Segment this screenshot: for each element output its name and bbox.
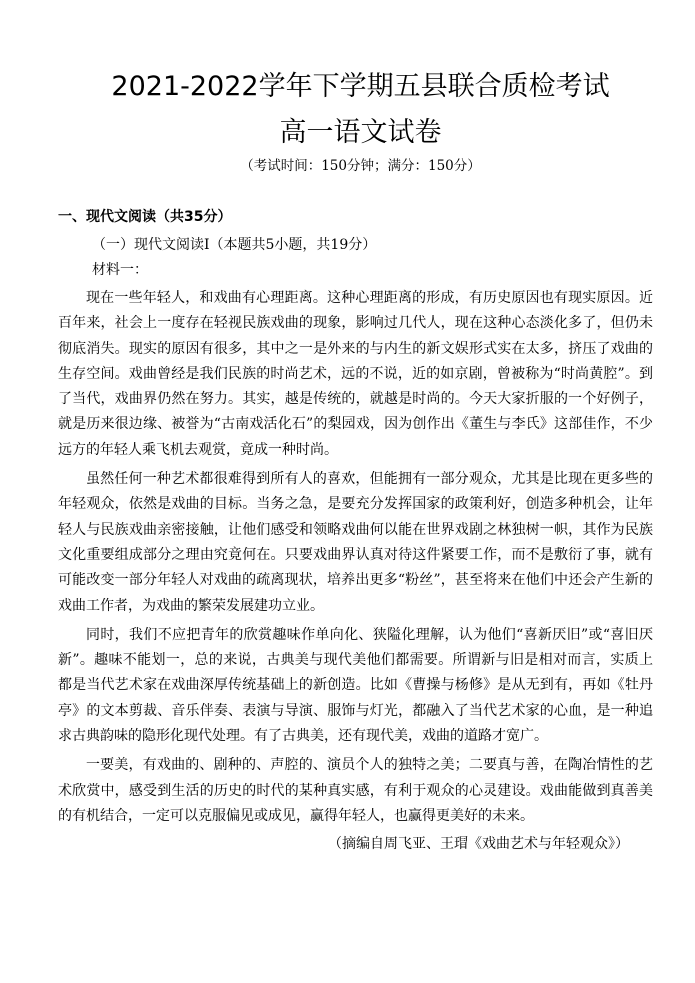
section-heading: 一、现代文阅读（共35分） (58, 209, 232, 225)
paragraph: 虽然任何一种艺术都很难得到所有人的喜欢，但能拥有一部分观众，尤其是比现在更多些的年轻观众，依然是戏曲的目标。当务之急，是要充分发挥国家的政策利好，创造多种机会，让年轻人与民族戏曲亲密接触，让他们感受和领略戏曲何以能在世界戏剧之林独树一帜，其作为民族文化重要组成部分之理由究竟何在。只要戏曲界认真对待这件紧要工作，而不是敷衍了事，就有可能改变一部分年轻人对戏曲的疏离现状，培养出更多“粉丝”，甚至将来在他们中还会产生新的戏曲工作者，为戏曲的繁荣发展建功立业。 (58, 471, 653, 614)
paragraph: 现在一些年轻人，和戏曲有心理距离。这种心理距离的形成，有历史原因也有现实原因。近百年来，社会上一度存在轻视民族戏曲的现象，影响过几代人，现在这种心态淡化多了，但仍未彻底消失。现实的原因有很多，其中之一是外来的与内生的新文娱形式实在太多，挤压了戏曲的生存空间。戏曲曾经是我们民族的时尚艺术，远的不说，近的如京剧，曾被称为“时尚黄腔”。到了当代，戏曲界仍然在努力。其实，越是传统的，就越是时尚的。今天大家折服的一个好例子，就是历来很边缘、被誉为“古南戏活化石”的梨园戏，因为创作出《董生与李氏》这部佳作，不少远方的年轻人乘飞机去观赏，竟成一种时尚。 (58, 290, 653, 458)
material-label: 材料一： (92, 262, 148, 278)
exam-meta: （考试时间：150分钟；满分：150分） (240, 158, 481, 174)
paragraph: 一要美，有戏曲的、剧种的、声腔的、演员个人的独特之美；二要真与善，在陶冶情性的艺术欣赏中，感受到生活的历史的时代的某种真实感，有利于观众的心灵建设。戏曲能做到真善美的有机结合，一定可以克服偏见或成见，赢得年轻人，也赢得更美好的未来。 (58, 757, 653, 824)
sub-heading: （一）现代文阅读Ⅰ（本题共5小题，共19分） (92, 237, 377, 253)
exam-title: 2021-2022学年下学期五县联合质检考试 (111, 71, 610, 102)
paragraph: 同时，我们不应把青年的欣赏趣味作单向化、狭隘化理解，认为他们“喜新厌旧”或“喜旧厌新”。趣味不能划一，总的来说，古典美与现代美他们都需要。所谓新与旧是相对而言，实质上都是当代艺术家在戏曲深厚传统基础上的新创造。比如《曹操与杨修》是从无到有，再如《牡丹亭》的文本剪裁、音乐伴奏、表演与导演、服饰与灯光，都融入了当代艺术家的心血，是一种追求古典韵味的隐形化现代处理。有了古典美，还有现代美，戏曲的道路才宽广。 (58, 626, 653, 745)
source-citation: （摘编自周飞亚、王瑁《戏曲艺术与年轻观众》） (328, 836, 629, 853)
exam-subtitle: 高一语文试卷 (279, 117, 442, 148)
